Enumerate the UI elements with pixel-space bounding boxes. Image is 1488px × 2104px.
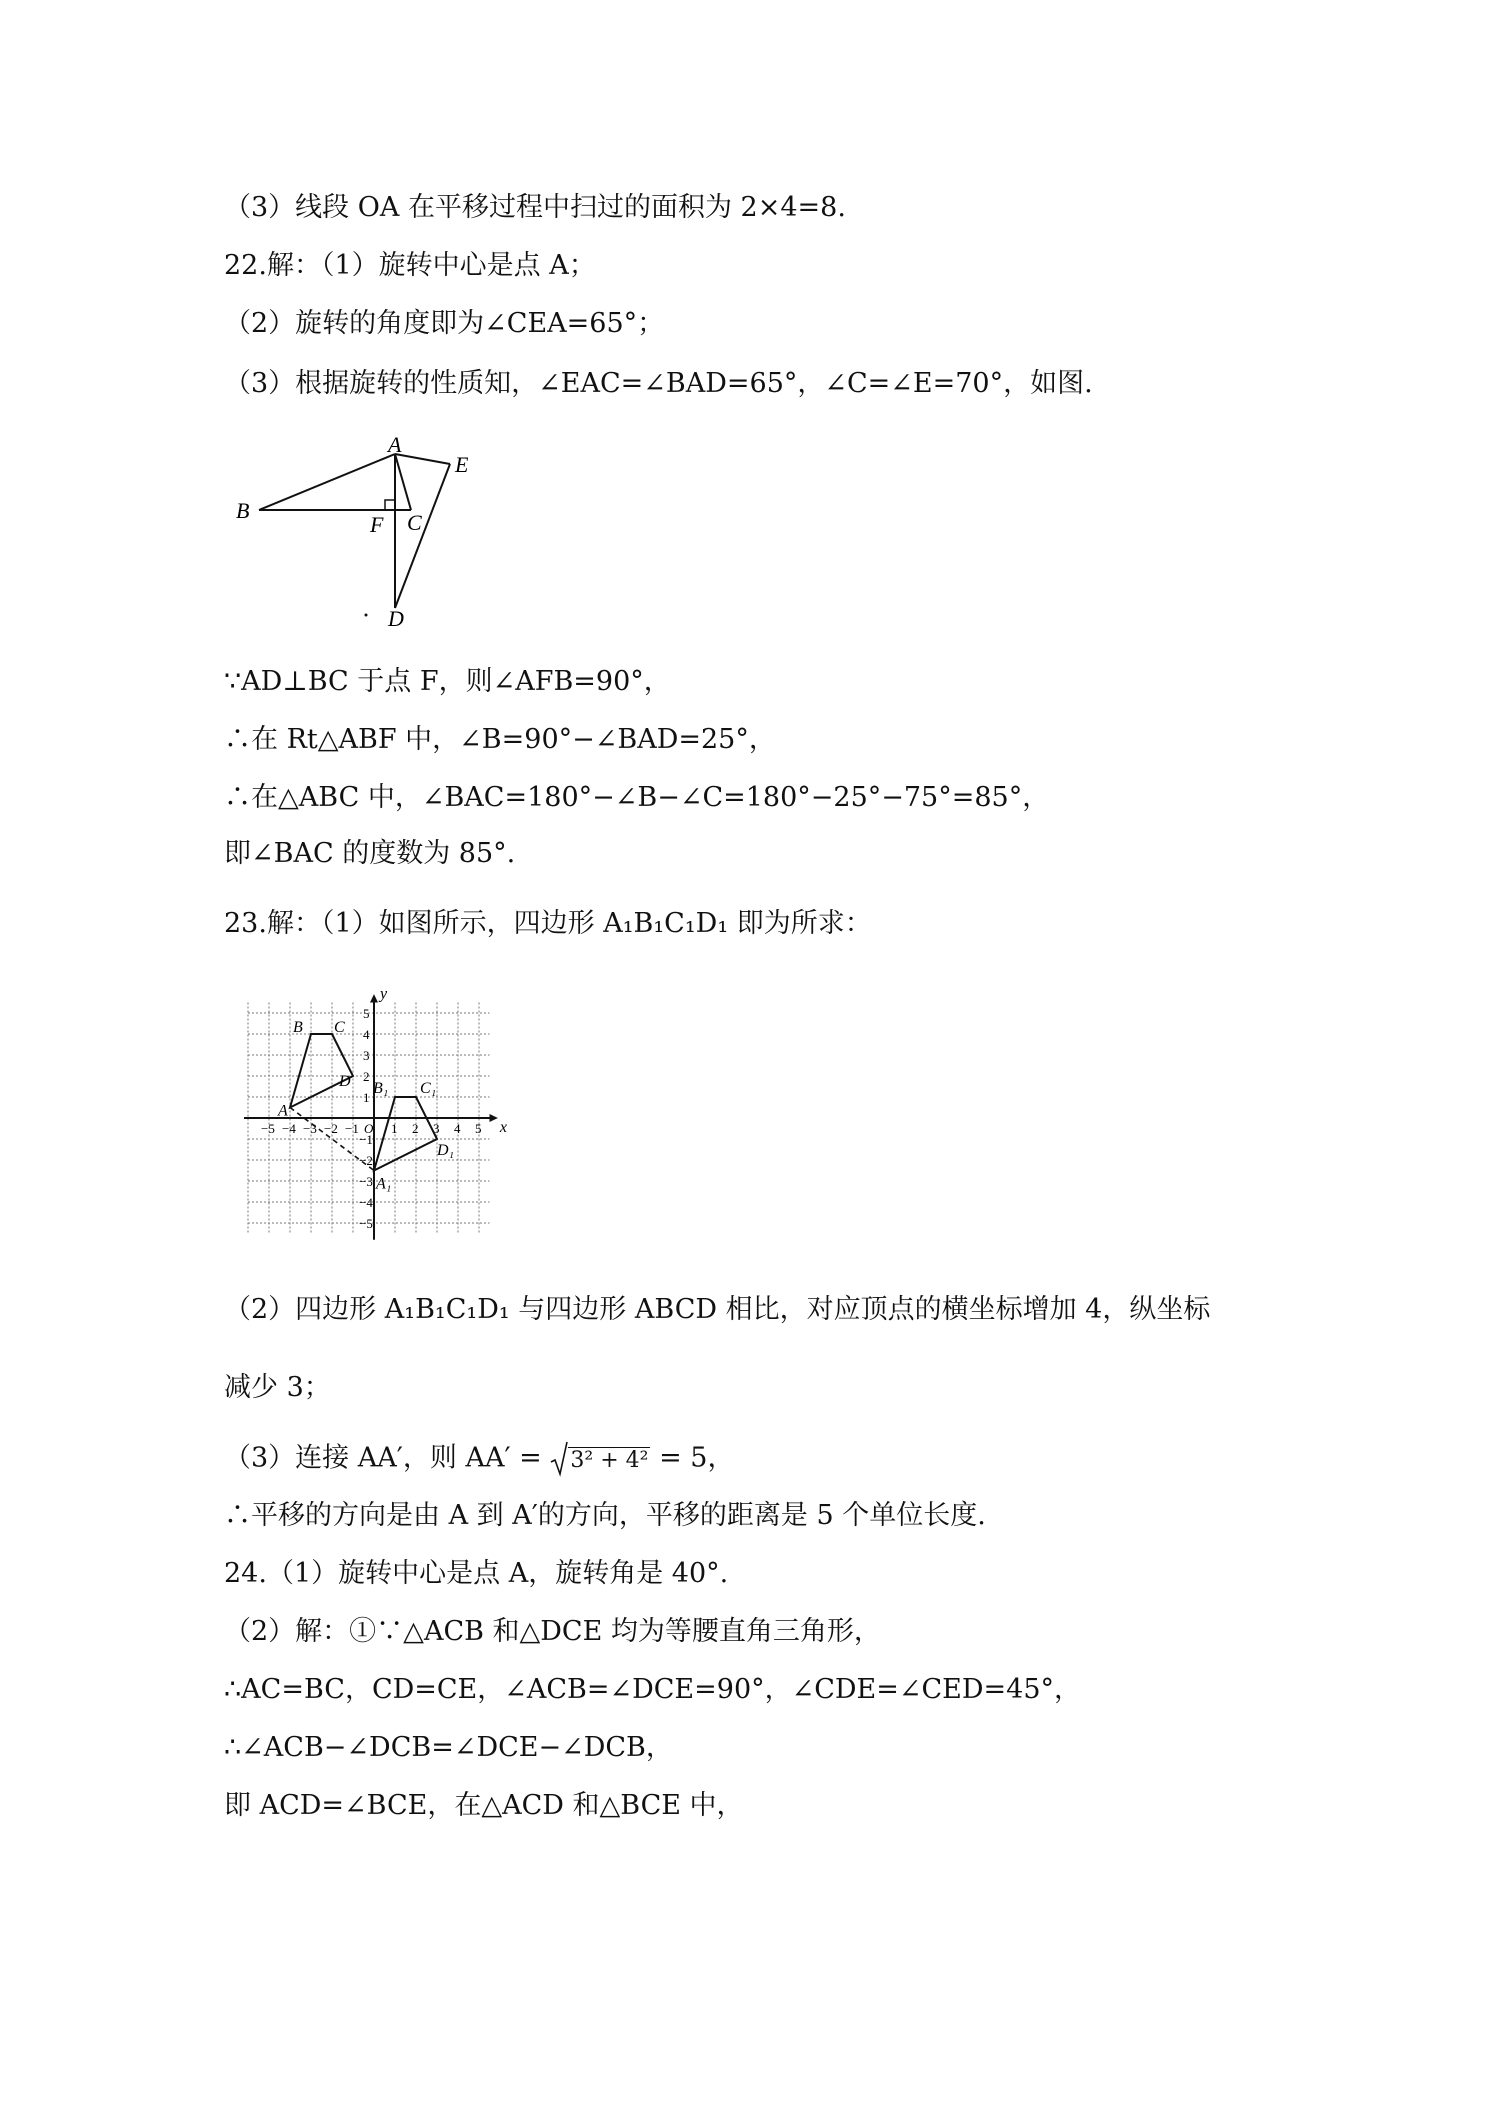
sqrt-radicand: 3² + 4² bbox=[570, 1447, 649, 1473]
rotation-figure bbox=[230, 428, 490, 628]
y-tick-label: 2 bbox=[363, 1069, 370, 1084]
text-line-11: 减少 3； bbox=[224, 1372, 331, 1403]
x-tick-label: O bbox=[364, 1121, 374, 1136]
y-tick-label: 4 bbox=[363, 1027, 370, 1042]
label-a: A bbox=[278, 1102, 288, 1120]
text-line-7: ∴在△ABC 中，∠BAC=180°−∠B−∠C=180°−25°−75°=85°， bbox=[224, 782, 1050, 813]
right-angle-mark bbox=[385, 500, 395, 510]
y-tick-label: 1 bbox=[363, 1090, 370, 1105]
text-line-2: 22.解：（1）旋转中心是点 A； bbox=[224, 250, 596, 281]
label-c: C bbox=[334, 1019, 345, 1036]
label-a1: A₁ bbox=[376, 1175, 392, 1193]
quadrilateral-abcd bbox=[290, 1034, 353, 1108]
x-tick-label: 2 bbox=[412, 1121, 419, 1136]
segment-ba bbox=[259, 454, 395, 510]
sqrt-result: = 5， bbox=[659, 1442, 735, 1474]
y-tick-label: −2 bbox=[359, 1153, 373, 1168]
x-axis-arrow bbox=[490, 1114, 498, 1122]
y-tick-label: 3 bbox=[363, 1048, 370, 1063]
label-f: F bbox=[370, 512, 384, 537]
x-tick-label: 3 bbox=[433, 1121, 440, 1136]
text-line-6: ∴在 Rt△ABF 中，∠B=90°−∠BAD=25°， bbox=[224, 724, 776, 755]
sqrt-prefix: （3）连接 AA′，则 AA′ = bbox=[224, 1442, 542, 1474]
y-tick-label: 5 bbox=[363, 1006, 370, 1021]
y-tick-label: −5 bbox=[359, 1216, 373, 1231]
x-tick-label: 5 bbox=[475, 1121, 482, 1136]
text-line-9: 23.解：（1）如图所示，四边形 A₁B₁C₁D₁ 即为所求： bbox=[224, 908, 872, 939]
text-line-10: （2）四边形 A₁B₁C₁D₁ 与四边形 ABCD 相比，对应顶点的横坐标增加 4，纵坐标 bbox=[224, 1294, 1211, 1325]
text-line-18: 即 ACD=∠BCE，在△ACD 和△BCE 中， bbox=[224, 1790, 744, 1821]
label-d1: D₁ bbox=[437, 1142, 455, 1159]
x-tick-label: 1 bbox=[391, 1121, 398, 1136]
label-d: D bbox=[339, 1073, 351, 1090]
segment-ae bbox=[395, 454, 450, 464]
text-line-4: （3）根据旋转的性质知，∠EAC=∠BAD=65°，∠C=∠E=70°，如图. bbox=[224, 368, 1093, 399]
label-e: E bbox=[455, 452, 469, 477]
label-b1: B₁ bbox=[373, 1080, 389, 1097]
text-line-5: ∵AD⊥BC 于点 F，则∠AFB=90°， bbox=[224, 666, 671, 697]
x-tick-label: −1 bbox=[345, 1121, 359, 1136]
text-line-16: ∴AC=BC，CD=CE，∠ACB=∠DCE=90°，∠CDE=∠CED=45°， bbox=[224, 1674, 1081, 1705]
label-b: B bbox=[236, 498, 250, 523]
x-tick-label: −3 bbox=[303, 1121, 317, 1136]
text-line-15: （2）解：①∵△ACB 和△DCE 均为等腰直角三角形， bbox=[224, 1616, 881, 1647]
y-axis-arrow bbox=[370, 994, 378, 1002]
text-line-8: 即∠BAC 的度数为 85°. bbox=[224, 838, 516, 869]
label-c: C bbox=[407, 510, 422, 535]
x-tick-label: −4 bbox=[282, 1121, 296, 1136]
quadrilateral-a1b1c1d1 bbox=[374, 1097, 437, 1171]
text-line-12 bbox=[224, 1440, 734, 1479]
x-tick-label: 4 bbox=[454, 1121, 461, 1136]
text-line-13: ∴平移的方向是由 A 到 A′的方向，平移的距离是 5 个单位长度. bbox=[224, 1500, 986, 1531]
text-line-17: ∴∠ACB−∠DCB=∠DCE−∠DCB， bbox=[224, 1732, 673, 1763]
text-line-3: （2）旋转的角度即为∠CEA=65°； bbox=[224, 308, 665, 339]
x-axis-label: x bbox=[499, 1119, 508, 1136]
segment-ac bbox=[395, 454, 411, 510]
x-tick-label: −5 bbox=[261, 1121, 275, 1136]
y-tick-label: −1 bbox=[359, 1132, 373, 1147]
y-axis-label: y bbox=[380, 985, 388, 1003]
y-tick-label: −4 bbox=[359, 1195, 373, 1210]
y-tick-label: −3 bbox=[359, 1174, 373, 1189]
coordinate-grid-figure bbox=[244, 978, 544, 1278]
label-b: B bbox=[293, 1019, 303, 1036]
text-line-14: 24.（1）旋转中心是点 A，旋转角是 40°. bbox=[224, 1558, 729, 1589]
label-d: D bbox=[388, 606, 404, 628]
x-tick-label: −2 bbox=[324, 1121, 338, 1136]
text-line-1: （3）线段 OA 在平移过程中扫过的面积为 2×4=8. bbox=[224, 192, 846, 223]
label-c1: C₁ bbox=[420, 1080, 437, 1097]
label-a: A bbox=[388, 432, 402, 457]
sqrt-expression bbox=[550, 1440, 650, 1479]
